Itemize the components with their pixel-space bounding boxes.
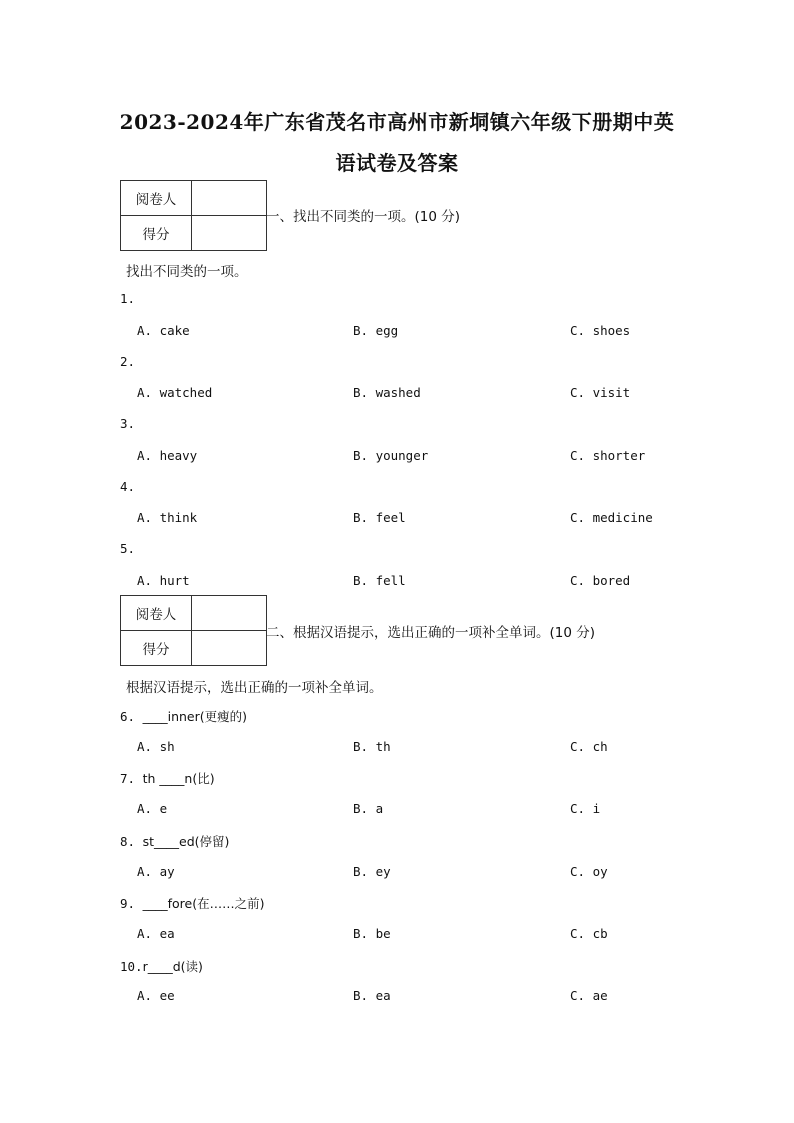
question-5	[120, 541, 135, 556]
question-2	[120, 354, 135, 369]
score-blank	[192, 216, 267, 251]
question-8-option-b: B. ey	[353, 864, 391, 879]
question-6-option-b: B. th	[353, 739, 391, 754]
question-9-option-c: C. cb	[570, 926, 608, 941]
section-2-heading: 二、根据汉语提示，选出正确的一项补全单词。(10 分)	[266, 625, 596, 641]
question-1-option-a: A. cake	[137, 323, 190, 338]
score-blank	[192, 631, 267, 666]
question-7-option-a: A. e	[137, 801, 168, 816]
question-6-option-a: A. sh	[137, 739, 175, 754]
question-number: 3.	[120, 416, 136, 431]
question-3-option-a: A. heavy	[137, 448, 198, 463]
question-3-option-c: C. shorter	[570, 448, 646, 463]
question-7-option-c: C. i	[570, 801, 601, 816]
question-10-option-a: A. ee	[137, 988, 175, 1003]
score-box-section-1	[120, 180, 267, 251]
question-stem: th ____n(比)	[142, 771, 215, 786]
question-4	[120, 479, 135, 494]
section-1-instruction: 找出不同类的一项。	[126, 264, 248, 280]
question-stem: st____ed(停留)	[142, 834, 230, 849]
question-4-option-a: A. think	[137, 510, 198, 525]
question-stem: ____inner(更瘦的)	[142, 709, 247, 724]
question-number: 8.	[120, 834, 136, 849]
question-number: 4.	[120, 479, 136, 494]
question-number: 10.	[120, 959, 143, 974]
question-7-option-b: B. a	[353, 801, 384, 816]
question-5-option-a: A. hurt	[137, 573, 190, 588]
question-number: 9.	[120, 896, 136, 911]
reviewer-blank	[192, 596, 267, 631]
score-box-section-2	[120, 595, 267, 666]
question-number: 5.	[120, 541, 136, 556]
question-9-option-b: B. be	[353, 926, 391, 941]
document-title-line-2: 语试卷及答案	[335, 151, 459, 175]
question-3	[120, 416, 135, 431]
question-1	[120, 291, 135, 306]
question-number: 7.	[120, 771, 136, 786]
question-8	[120, 832, 229, 850]
question-9-option-a: A. ea	[137, 926, 175, 941]
score-label: 得分	[121, 216, 192, 251]
question-6-option-c: C. ch	[570, 739, 608, 754]
score-label: 得分	[121, 631, 192, 666]
question-9	[120, 894, 264, 912]
question-8-option-c: C. oy	[570, 864, 608, 879]
question-10	[120, 957, 203, 975]
question-1-option-c: C. shoes	[570, 323, 631, 338]
question-stem: r____d(读)	[142, 959, 203, 974]
question-1-option-b: B. egg	[353, 323, 399, 338]
question-10-option-b: B. ea	[353, 988, 391, 1003]
question-3-option-b: B. younger	[353, 448, 429, 463]
reviewer-label: 阅卷人	[121, 181, 192, 216]
question-number: 1.	[120, 291, 136, 306]
reviewer-label: 阅卷人	[121, 596, 192, 631]
question-5-option-c: C. bored	[570, 573, 631, 588]
section-1-heading: 一、找出不同类的一项。(10 分)	[266, 209, 461, 225]
question-2-option-b: B. washed	[353, 385, 421, 400]
section-2-instruction: 根据汉语提示，选出正确的一项补全单词。	[126, 680, 383, 696]
question-7	[120, 769, 215, 787]
question-5-option-b: B. fell	[353, 573, 406, 588]
question-8-option-a: A. ay	[137, 864, 175, 879]
question-4-option-b: B. feel	[353, 510, 406, 525]
question-10-option-c: C. ae	[570, 988, 608, 1003]
question-4-option-c: C. medicine	[570, 510, 653, 525]
question-2-option-c: C. visit	[570, 385, 631, 400]
document-title-line-1: 2023-2024年广东省茂名市高州市新垌镇六年级下册期中英	[119, 110, 675, 134]
question-number: 2.	[120, 354, 136, 369]
question-2-option-a: A. watched	[137, 385, 213, 400]
question-stem: ____fore(在……之前)	[142, 896, 265, 911]
question-6	[120, 707, 247, 725]
reviewer-blank	[192, 181, 267, 216]
question-number: 6.	[120, 709, 136, 724]
